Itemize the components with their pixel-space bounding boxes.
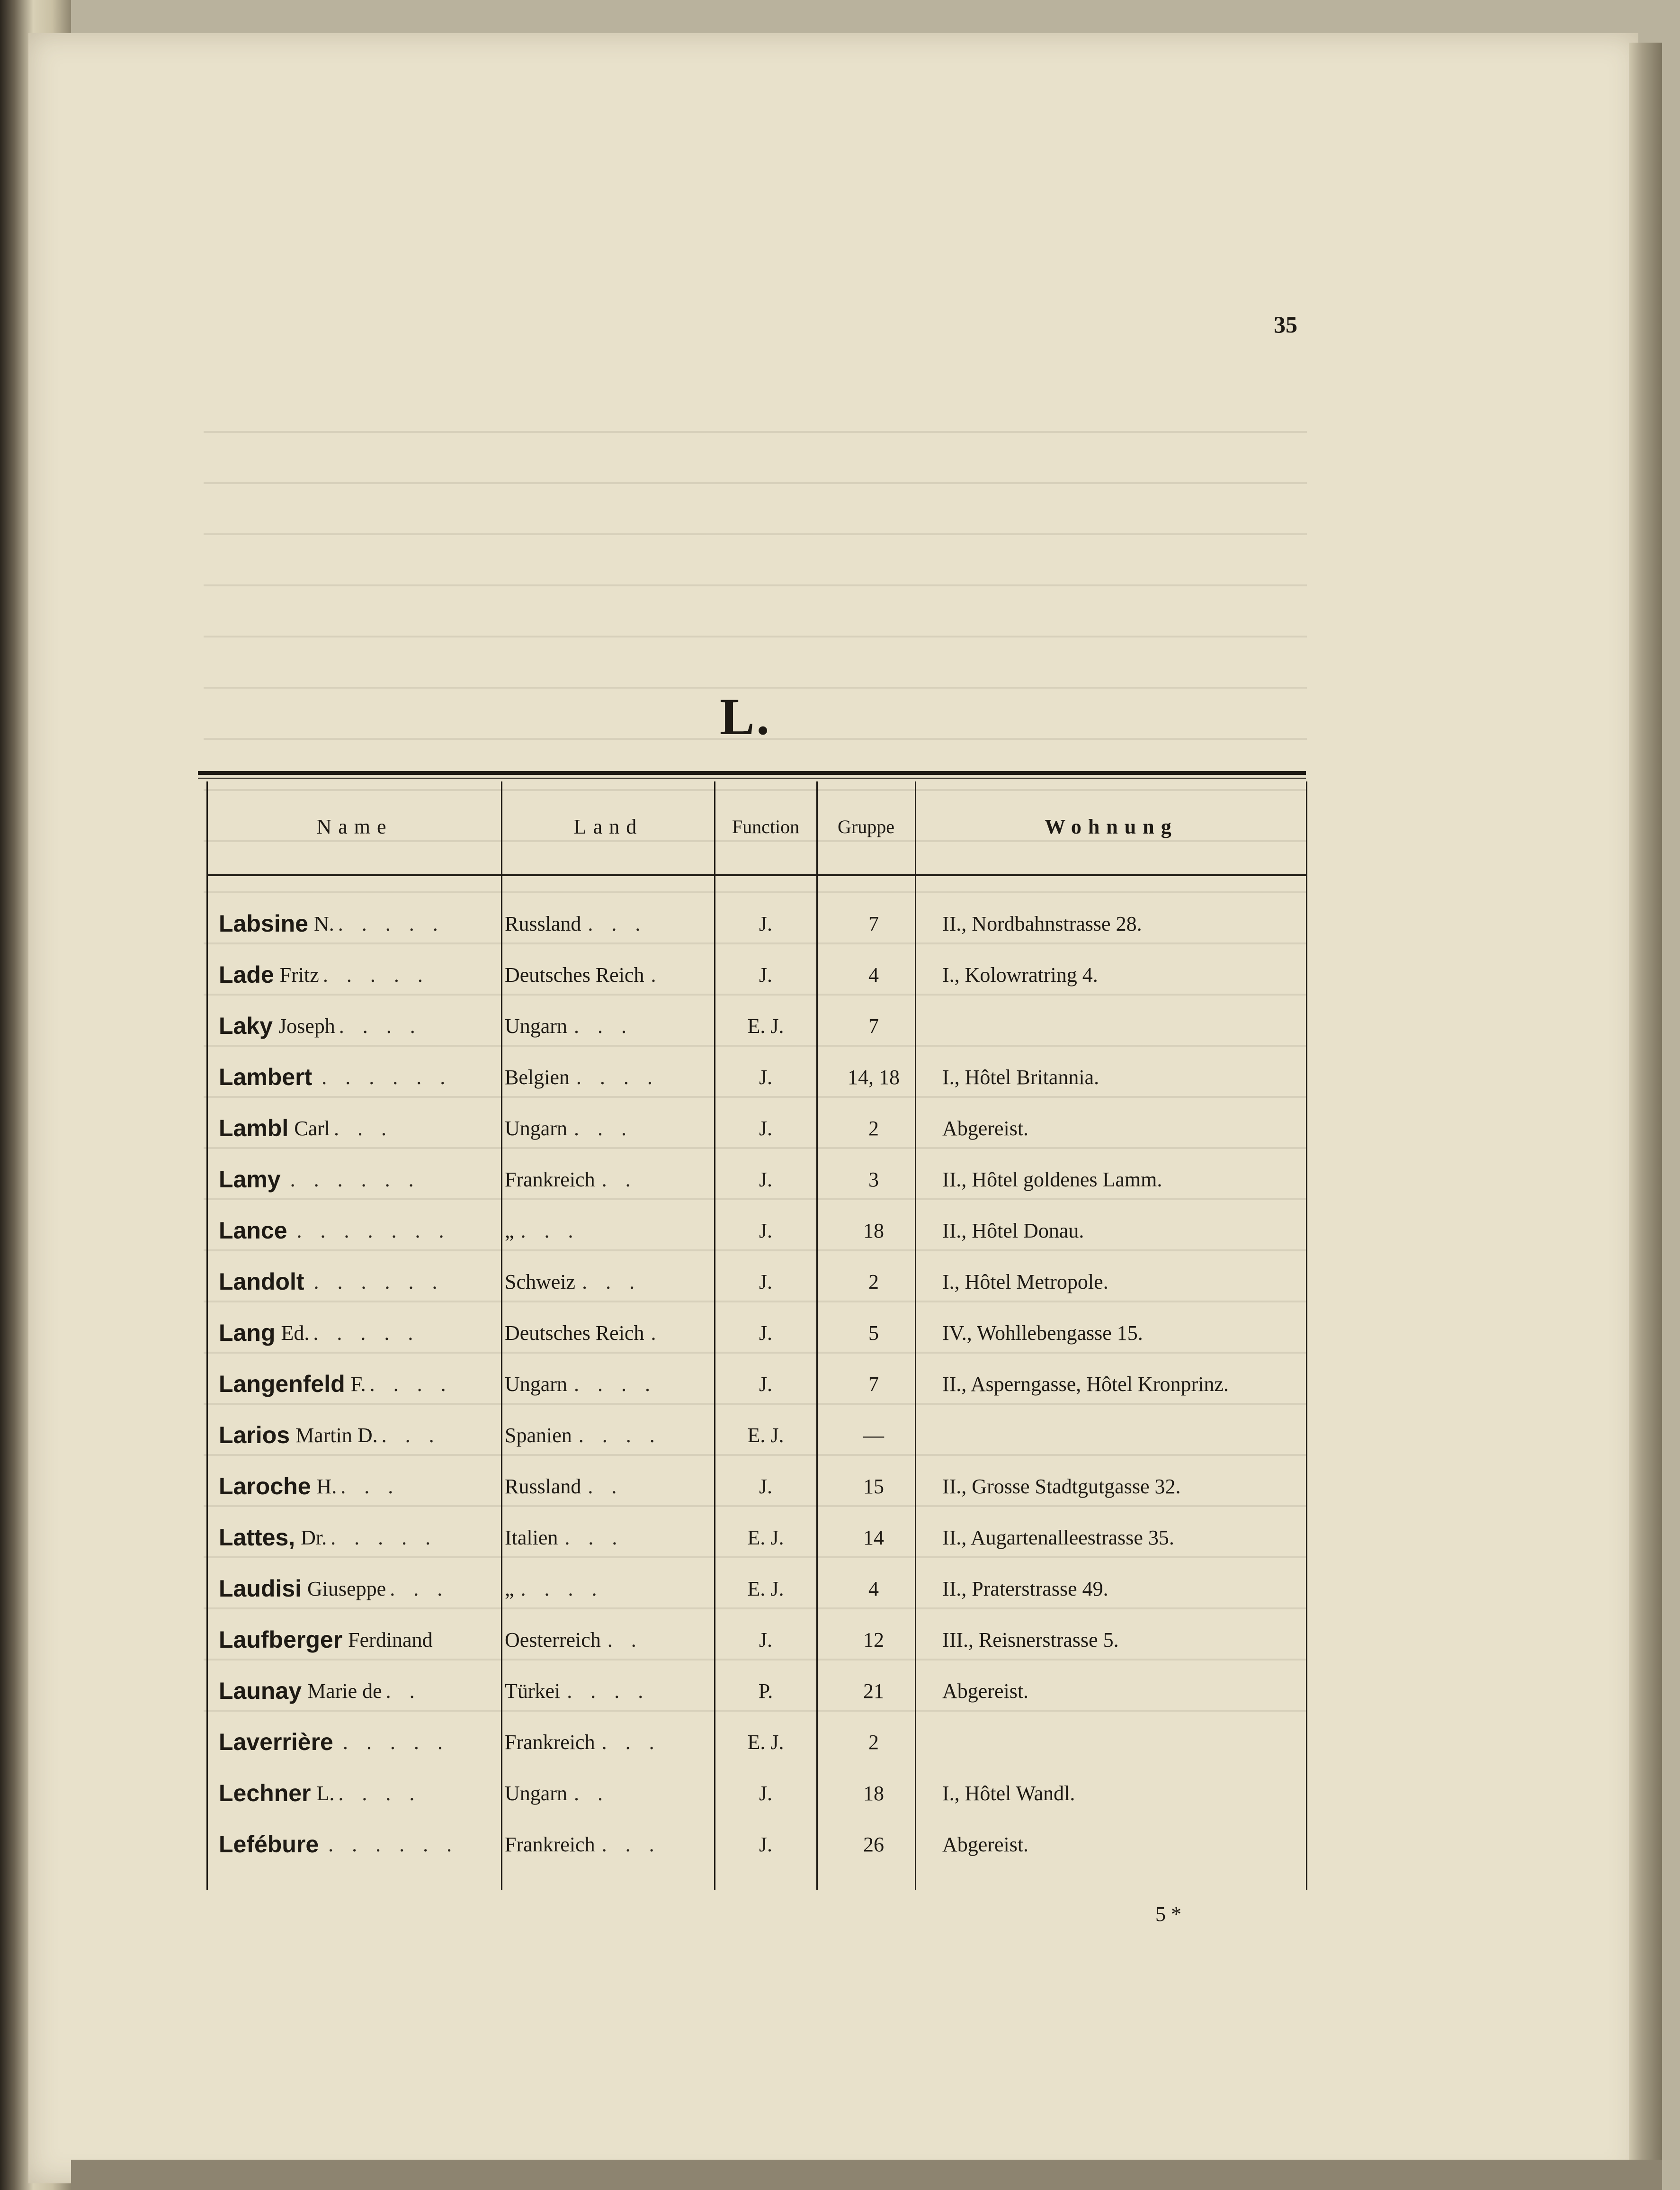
table-row: [0, 1360, 1680, 1408]
land-value: Ungarn: [505, 1372, 567, 1396]
name-cell: [219, 1769, 484, 1817]
given-name: F.: [350, 1372, 366, 1396]
land-cell: [505, 1718, 713, 1766]
land-cell: [505, 1002, 713, 1050]
surname: Labsine: [219, 910, 308, 937]
land-value: Ungarn: [505, 1014, 567, 1038]
leader-dots: . .: [601, 1167, 637, 1191]
wohnung-cell: II., Hôtel goldenes Lamm.: [942, 1167, 1162, 1191]
wohnung-cell: III., Reisnerstrasse 5.: [942, 1628, 1119, 1651]
wohnung-cell: Abgereist.: [942, 1116, 1029, 1140]
wohnung-cell: II., Asperngasse, Hôtel Kronprinz.: [942, 1372, 1229, 1396]
surname: Laky: [219, 1013, 273, 1039]
surname: Lade: [219, 961, 274, 988]
function-cell: J.: [759, 1474, 773, 1498]
table-row: [0, 1411, 1680, 1459]
land-value: Frankreich: [505, 1167, 595, 1191]
land-value: Ungarn: [505, 1116, 567, 1140]
land-value: Türkei: [505, 1679, 561, 1703]
leader-dots: . . .: [564, 1526, 624, 1549]
gruppe-cell: 18: [863, 1781, 884, 1805]
table-row: [0, 1514, 1680, 1561]
leader-dots: . . . .: [573, 1372, 657, 1396]
function-cell: J.: [759, 1065, 773, 1089]
surname: Lance: [219, 1217, 287, 1244]
table-row: [0, 1258, 1680, 1305]
name-cell: [219, 1411, 484, 1459]
land-cell: [505, 1156, 713, 1203]
surname: Lefébure: [219, 1831, 319, 1858]
leader-dots: . . . .: [567, 1679, 650, 1703]
land-value: Russland: [505, 912, 581, 935]
gruppe-cell: 7: [868, 1014, 879, 1038]
given-name: Ed.: [281, 1321, 310, 1345]
name-cell: [219, 1104, 484, 1152]
leader-dots: . . .: [390, 1577, 449, 1600]
land-cell: [505, 1104, 713, 1152]
land-value: Spanien: [505, 1423, 572, 1447]
surname: Laufberger: [219, 1626, 343, 1653]
gruppe-cell: 21: [863, 1679, 884, 1703]
leader-dots: . .: [573, 1781, 609, 1805]
land-value: Deutsches Reich: [505, 1321, 644, 1345]
function-cell: J.: [759, 1219, 773, 1242]
name-cell: [219, 1565, 484, 1612]
function-cell: J.: [759, 1628, 773, 1651]
function-cell: J.: [759, 912, 773, 935]
function-cell: J.: [759, 1116, 773, 1140]
given-name: L.: [316, 1781, 335, 1805]
land-cell: [505, 1360, 713, 1408]
land-value: „: [505, 1577, 514, 1600]
leader-dots: . . . . . .: [290, 1167, 420, 1191]
header-land: Land: [573, 815, 643, 838]
name-cell: [219, 1718, 484, 1766]
leader-dots: . . .: [334, 1116, 393, 1140]
name-cell: [219, 1207, 484, 1254]
land-cell: [505, 900, 713, 947]
land-value: Frankreich: [505, 1730, 595, 1754]
table-row: [0, 1002, 1680, 1050]
table-row: [0, 951, 1680, 998]
table-row: [0, 1207, 1680, 1254]
name-cell: [219, 1821, 484, 1868]
leader-dots: . . . . . .: [313, 1270, 444, 1293]
land-cell: [505, 1053, 713, 1101]
function-cell: J.: [759, 963, 773, 987]
gruppe-cell: 3: [868, 1167, 879, 1191]
given-name: Marie de: [307, 1679, 382, 1703]
wohnung-cell: Abgereist.: [942, 1832, 1029, 1856]
surname: Lattes,: [219, 1524, 295, 1551]
gruppe-cell: 18: [863, 1219, 884, 1242]
gruppe-cell: 2: [868, 1116, 879, 1140]
leader-dots: . . .: [588, 912, 647, 935]
surname: Landolt: [219, 1268, 304, 1295]
land-value: Frankreich: [505, 1832, 595, 1856]
land-value: Belgien: [505, 1065, 570, 1089]
name-cell: [219, 900, 484, 947]
gruppe-cell: 7: [868, 912, 879, 935]
land-cell: [505, 1309, 713, 1356]
table-row: [0, 1718, 1680, 1766]
wohnung-cell: I., Hôtel Wandl.: [942, 1781, 1075, 1805]
gruppe-cell: 2: [868, 1730, 879, 1754]
leader-dots: . . .: [520, 1219, 580, 1242]
function-cell: E. J.: [747, 1577, 784, 1600]
wohnung-cell: [942, 1002, 1302, 1050]
wohnung-cell: [942, 1411, 1302, 1459]
wohnung-cell: [942, 1718, 1302, 1766]
leader-dots: . . . . . .: [328, 1832, 459, 1856]
given-name: Ferdinand: [348, 1628, 433, 1651]
name-cell: [219, 1002, 484, 1050]
surname: Laverrière: [219, 1729, 333, 1755]
surname: Lechner: [219, 1780, 311, 1806]
name-cell: [219, 1616, 484, 1663]
leader-dots: . . . . .: [331, 1526, 438, 1549]
function-cell: J.: [759, 1321, 773, 1345]
leader-dots: . . .: [573, 1116, 633, 1140]
gruppe-cell: 7: [868, 1372, 879, 1396]
gruppe-cell: 4: [868, 1577, 879, 1600]
gruppe-cell: 12: [863, 1628, 884, 1651]
leader-dots: . . . . .: [313, 1321, 420, 1345]
leader-dots: . . . .: [338, 1781, 421, 1805]
header-function: Function: [732, 816, 800, 837]
leader-dots: . .: [588, 1474, 624, 1498]
land-cell: [505, 1411, 713, 1459]
leader-dots: . .: [607, 1628, 643, 1651]
name-cell: [219, 1309, 484, 1356]
function-cell: E. J.: [747, 1526, 784, 1549]
leader-dots: .: [651, 1321, 663, 1345]
leader-dots: . . . .: [369, 1372, 453, 1396]
surname: Lamy: [219, 1166, 281, 1193]
name-cell: [219, 1514, 484, 1561]
land-value: Deutsches Reich: [505, 963, 644, 987]
leader-dots: . . . .: [339, 1014, 422, 1038]
wohnung-cell: II., Augartenalleestrasse 35.: [942, 1526, 1174, 1549]
leader-dots: . . .: [340, 1474, 400, 1498]
name-cell: [219, 1258, 484, 1305]
gruppe-cell: 26: [863, 1832, 884, 1856]
land-value: Ungarn: [505, 1781, 567, 1805]
gruppe-cell: 4: [868, 963, 879, 987]
header-name: Name: [316, 815, 393, 838]
table-row: [0, 900, 1680, 947]
given-name: Fritz: [279, 963, 319, 987]
given-name: Giuseppe: [307, 1577, 386, 1600]
name-cell: [219, 1156, 484, 1203]
function-cell: J.: [759, 1781, 773, 1805]
land-value: Oesterreich: [505, 1628, 601, 1651]
land-cell: [505, 1514, 713, 1561]
given-name: N.: [313, 912, 334, 935]
leader-dots: . . .: [601, 1730, 661, 1754]
table-row: [0, 1104, 1680, 1152]
leader-dots: . . . . . . .: [296, 1219, 451, 1242]
wohnung-cell: I., Kolowratring 4.: [942, 963, 1098, 987]
leader-dots: .: [651, 963, 663, 987]
table-row: [0, 1156, 1680, 1203]
table-row: [0, 1053, 1680, 1101]
wohnung-cell: I., Hôtel Metropole.: [942, 1270, 1108, 1293]
leader-dots: . . . .: [520, 1577, 604, 1600]
wohnung-cell: I., Hôtel Britannia.: [942, 1065, 1099, 1089]
wohnung-cell: IV., Wohllebengasse 15.: [942, 1321, 1143, 1345]
function-cell: J.: [759, 1167, 773, 1191]
leader-dots: . . . . .: [338, 912, 445, 935]
land-cell: [505, 1667, 713, 1714]
page-number: 35: [1274, 311, 1297, 338]
function-cell: P.: [758, 1679, 773, 1703]
section-letter: L.: [720, 688, 771, 745]
table-top-rule: [198, 771, 1306, 775]
leader-dots: . .: [385, 1679, 421, 1703]
surname: Laroche: [219, 1473, 311, 1499]
table-top-rule-thin: [198, 778, 1306, 779]
surname: Laudisi: [219, 1575, 302, 1602]
given-name: Dr.: [301, 1526, 327, 1549]
printer-signature: 5 *: [1155, 1903, 1181, 1926]
table-row: [0, 1463, 1680, 1510]
wohnung-cell: II., Nordbahnstrasse 28.: [942, 912, 1142, 935]
land-cell: [505, 1616, 713, 1663]
surname: Lambl: [219, 1115, 289, 1141]
gruppe-cell: 2: [868, 1270, 879, 1293]
header-rule: [206, 874, 1307, 876]
given-name: Carl: [294, 1116, 331, 1140]
given-name: Martin D.: [295, 1423, 378, 1447]
gruppe-cell: 15: [863, 1474, 884, 1498]
surname: Lang: [219, 1319, 276, 1346]
given-name: H.: [316, 1474, 337, 1498]
function-cell: J.: [759, 1832, 773, 1856]
leader-dots: . . .: [573, 1014, 633, 1038]
name-cell: [219, 951, 484, 998]
gruppe-cell: 14, 18: [848, 1065, 900, 1089]
land-cell: [505, 1463, 713, 1510]
page-edge-bottom: [71, 2160, 1662, 2190]
land-cell: [505, 1769, 713, 1817]
surname: Larios: [219, 1422, 290, 1448]
function-cell: J.: [759, 1270, 773, 1293]
land-cell: [505, 1207, 713, 1254]
name-cell: [219, 1360, 484, 1408]
leader-dots: . . . .: [578, 1423, 661, 1447]
surname: Launay: [219, 1678, 302, 1704]
table-row: [0, 1769, 1680, 1817]
table-row: [0, 1667, 1680, 1714]
land-value: Schweiz: [505, 1270, 576, 1293]
land-cell: [505, 951, 713, 998]
name-cell: [219, 1667, 484, 1714]
name-cell: [219, 1463, 484, 1510]
leader-dots: . . . . .: [322, 963, 429, 987]
table-row: [0, 1821, 1680, 1868]
wohnung-cell: II., Praterstrasse 49.: [942, 1577, 1108, 1600]
wohnung-cell: II., Grosse Stadtgutgasse 32.: [942, 1474, 1181, 1498]
wohnung-cell: II., Hôtel Donau.: [942, 1219, 1084, 1242]
leader-dots: . . . . . .: [322, 1065, 452, 1089]
header-wohnung: Wohnung: [1045, 815, 1178, 838]
header-gruppe: Gruppe: [838, 816, 894, 837]
surname: Lambert: [219, 1064, 313, 1090]
gruppe-cell: 5: [868, 1321, 879, 1345]
land-cell: [505, 1565, 713, 1612]
wohnung-cell: Abgereist.: [942, 1679, 1029, 1703]
gruppe-cell: —: [863, 1423, 884, 1447]
given-name: Joseph: [278, 1014, 335, 1038]
gruppe-cell: 14: [863, 1526, 884, 1549]
table-row: [0, 1309, 1680, 1356]
function-cell: J.: [759, 1372, 773, 1396]
land-cell: [505, 1258, 713, 1305]
land-cell: [505, 1821, 713, 1868]
leader-dots: . . .: [601, 1832, 661, 1856]
table-row: [0, 1616, 1680, 1663]
name-cell: [219, 1053, 484, 1101]
function-cell: E. J.: [747, 1014, 784, 1038]
leader-dots: . . .: [582, 1270, 642, 1293]
leader-dots: . . . .: [576, 1065, 659, 1089]
leader-dots: . . .: [381, 1423, 441, 1447]
function-cell: E. J.: [747, 1423, 784, 1447]
surname: Langenfeld: [219, 1371, 345, 1397]
land-value: Russland: [505, 1474, 581, 1498]
leader-dots: . . . . .: [342, 1730, 449, 1754]
table-row: [0, 1565, 1680, 1612]
function-cell: E. J.: [747, 1730, 784, 1754]
land-value: „: [505, 1219, 514, 1242]
land-value: Italien: [505, 1526, 558, 1549]
